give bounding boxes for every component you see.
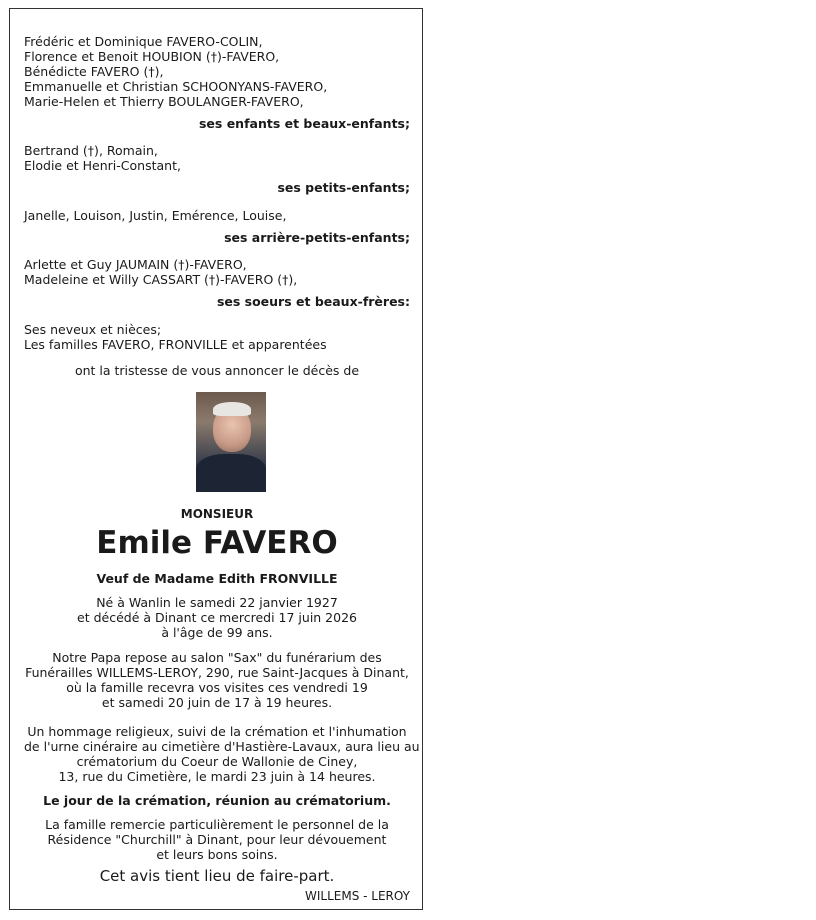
family-line: Bertrand (†), Romain, bbox=[24, 143, 158, 158]
obituary-notice bbox=[9, 8, 423, 910]
portrait-shirt bbox=[196, 454, 266, 492]
life-line: et décédé à Dinant ce mercredi 17 juin 2026 bbox=[77, 610, 357, 625]
deceased-portrait bbox=[196, 392, 266, 492]
family-line: Elodie et Henri-Constant, bbox=[24, 158, 181, 173]
deceased-title: MONSIEUR bbox=[180, 507, 254, 521]
family-line: Ses neveux et nièces; bbox=[24, 322, 162, 337]
others-list bbox=[24, 322, 410, 352]
visitation-line: où la famille recevra vos visites ces vendredi 19 bbox=[66, 680, 368, 695]
family-line: Emmanuelle et Christian SCHOONYANS-FAVERO, bbox=[24, 79, 328, 94]
ceremony-info bbox=[24, 724, 420, 784]
family-line: Frédéric et Dominique FAVERO-COLIN, bbox=[24, 34, 263, 49]
visitation-line: Funérailles WILLEMS-LEROY, 290, rue Saint-Jacques à Dinant, bbox=[25, 665, 409, 680]
thanks-message bbox=[24, 817, 410, 862]
ceremony-line: 13, rue du Cimetière, le mardi 23 juin à 14 heures. bbox=[58, 769, 376, 784]
family-line: Florence et Benoit HOUBION (†)-FAVERO, bbox=[24, 49, 280, 64]
family-line: Marie-Helen et Thierry BOULANGER-FAVERO, bbox=[24, 94, 304, 109]
ceremony-line: Un hommage religieux, suivi de la crémation et l'inhumation bbox=[27, 724, 407, 739]
grandchildren-label: ses petits-enfants; bbox=[277, 180, 410, 195]
family-line: Bénédicte FAVERO (†), bbox=[24, 64, 164, 79]
children-label: ses enfants et beaux-enfants; bbox=[198, 116, 410, 131]
announcement-text: ont la tristesse de vous annoncer le décès de bbox=[74, 363, 360, 378]
family-line: Janelle, Louison, Justin, Emérence, Louise, bbox=[24, 208, 287, 223]
thanks-line: Résidence "Churchill" à Dinant, pour leur dévouement bbox=[47, 832, 387, 847]
children-list bbox=[24, 34, 410, 109]
ceremony-line: crématorium du Coeur de Wallonie de Ciney, bbox=[76, 754, 358, 769]
closing-line: Cet avis tient lieu de faire-part. bbox=[99, 867, 335, 885]
grandchildren-list bbox=[24, 143, 410, 173]
life-line: à l'âge de 99 ans. bbox=[161, 625, 273, 640]
widower-line: Veuf de Madame Edith FRONVILLE bbox=[96, 571, 338, 586]
great-grandchildren-list bbox=[24, 208, 410, 223]
life-line: Né à Wanlin le samedi 22 janvier 1927 bbox=[96, 595, 338, 610]
family-line: Arlette et Guy JAUMAIN (†)-FAVERO, bbox=[24, 257, 247, 272]
ceremony-line: de l'urne cinéraire au cimetière d'Hastière-Lavaux, aura lieu au bbox=[24, 739, 420, 754]
siblings-label: ses soeurs et beaux-frères: bbox=[216, 294, 410, 309]
family-line: Les familles FAVERO, FRONVILLE et apparentées bbox=[24, 337, 327, 352]
family-line: Madeleine et Willy CASSART (†)-FAVERO (†), bbox=[24, 272, 298, 287]
thanks-line: La famille remercie particulièrement le personnel de la bbox=[45, 817, 389, 832]
reunion-notice: Le jour de la crémation, réunion au crématorium. bbox=[43, 793, 391, 808]
visitation-info bbox=[24, 650, 410, 710]
siblings-list bbox=[24, 257, 410, 287]
thanks-line: et leurs bons soins. bbox=[156, 847, 278, 862]
deceased-name: Emile FAVERO bbox=[96, 525, 338, 561]
life-dates bbox=[24, 595, 410, 640]
great-grandchildren-label: ses arrière-petits-enfants; bbox=[224, 230, 410, 245]
portrait-hair bbox=[213, 402, 251, 416]
visitation-line: Notre Papa repose au salon "Sax" du funérarium des bbox=[52, 650, 382, 665]
visitation-line: et samedi 20 juin de 17 à 19 heures. bbox=[101, 695, 333, 710]
funeral-home-signature: WILLEMS - LEROY bbox=[304, 889, 410, 903]
